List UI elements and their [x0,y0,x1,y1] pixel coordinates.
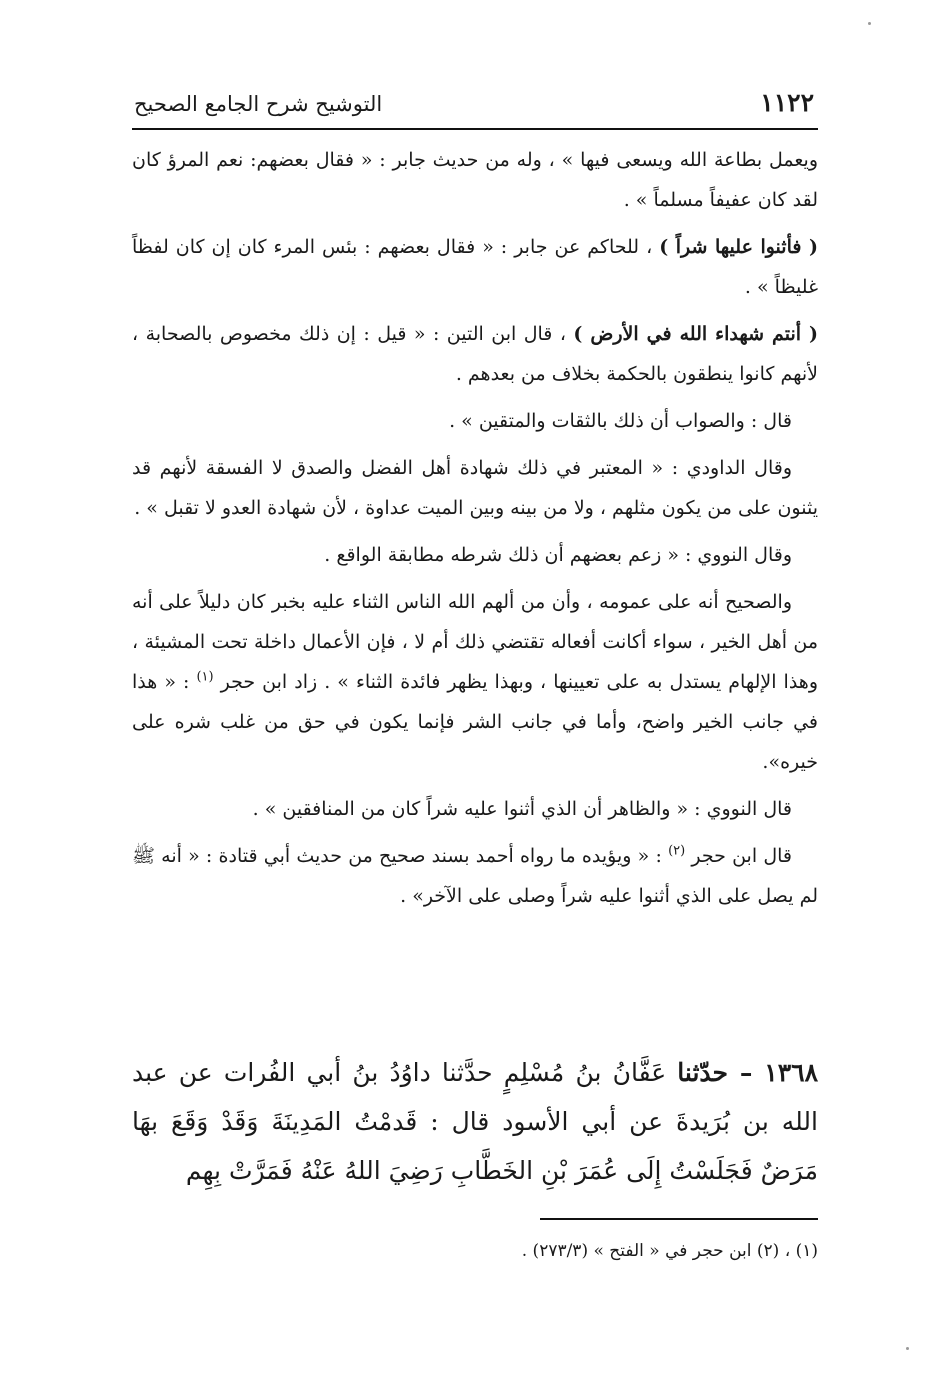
paragraph-5: وقال الداودي : « المعتبر في ذلك شهادة أهل الفضل والصدق لا الفسقة لأنهم قد يثنون على من يكون مثلهم ، ولا من بينه وبين الميت عداوة ، لأن شهادة العدو لا تقبل » . [132,457,818,519]
paragraph-4: قال : والصواب أن ذلك بالثقات والمتقين » . [449,410,792,432]
paragraph-6: وقال النووي : « زعم بعضهم أن ذلك شرطه مطابقة الواقع . [324,544,792,566]
paragraph-3: ( أنتم شهداء الله في الأرض ) ، قال ابن التين : « قيل : إن ذلك مخصوص بالصحابة ، لأنهم كانوا ينطقون بالحكمة بخلاف من بعدهم . [132,323,819,385]
lemma: ( أنتم شهداء الله في الأرض ) [573,323,819,345]
paragraph-7: والصحيح أنه على عمومه ، وأن من ألهم الله الناس الثناء عليه بخبر كان دليلاً على أنه من أهل الخير ، سواء أكانت أفعاله تقتضي ذلك أم لا ، فإن الأعمال داخلة تحت المشيئة ، وهذا الإلهام يستدل به على تعيينها ، وبهذا يظهر فائدة الثناء » . زاد ابن حجر $^{(١)}$ : « هذا في جانب الخير واضح، وأما في جانب الشر فإنما يكون في حق من غلب شره على خيره». [132,591,818,773]
scan-speck [906,1347,909,1350]
paragraph-1: ويعمل بطاعة الله ويسعى فيها » ، وله من حديث جابر : « فقال بعضهم: نعم المرؤ كان لقد كان عفيفاً مسلماً » . [132,149,818,211]
paragraph-2: ( فأثنوا عليها شراً ) ، للحاكم عن جابر : « فقال بعضهم : بئس المرء كان إن كان لفظاً غليظاً » . [132,236,819,298]
hadith-text: ١٣٦٨ – حدّثنا عَفَّانُ بنُ مُسْلِمٍ حدَّثنا داوُدُ بنُ أبي الفُرات عن عبد الله بن بُرَيدةَ عن أبي الأسود قال : قَدمْتُ المَدِينَةَ وَقَدْ وَقَعَ بهَا مَرَضٌ فَجَلَسْتُ إِلَى عُمَرَ بْنِ الخَطَّابِ رَضِيَ اللهُ عَنْهُ فَمَرَّتْ بِهِم [132,1058,818,1185]
paragraph-8: قال النووي : « والظاهر أن الذي أثنوا عليه شراً كان من المنافقين » . [252,798,792,820]
scan-speck [868,22,871,25]
running-title: التوشيح شرح الجامع الصحيح [134,92,383,116]
page-number: ١١٢٢ [760,88,814,117]
paragraph-9: قال ابن حجر $^{(٢)}$ : « ويؤيده ما رواه أحمد بسند صحيح من حديث أبي قتادة : « أنه ﷺ لم يصل على الذي أثنوا عليه شراً وصلى على الآخر» . [132,843,818,907]
page-header [132,82,818,130]
footnote: (١) ، (٢) ابن حجر في « الفتح » (٢٧٣/٣) . [521,1241,818,1261]
footnote-divider [540,1218,818,1220]
hadith-number: ١٣٦٨ – حدّثنا [677,1058,818,1087]
lemma: ( فأثنوا عليها شراً ) [659,236,819,258]
footnote-ref-2: (٢) [668,843,686,859]
commentary-body [132,140,818,923]
footnote-ref-1: (١) [196,669,214,685]
